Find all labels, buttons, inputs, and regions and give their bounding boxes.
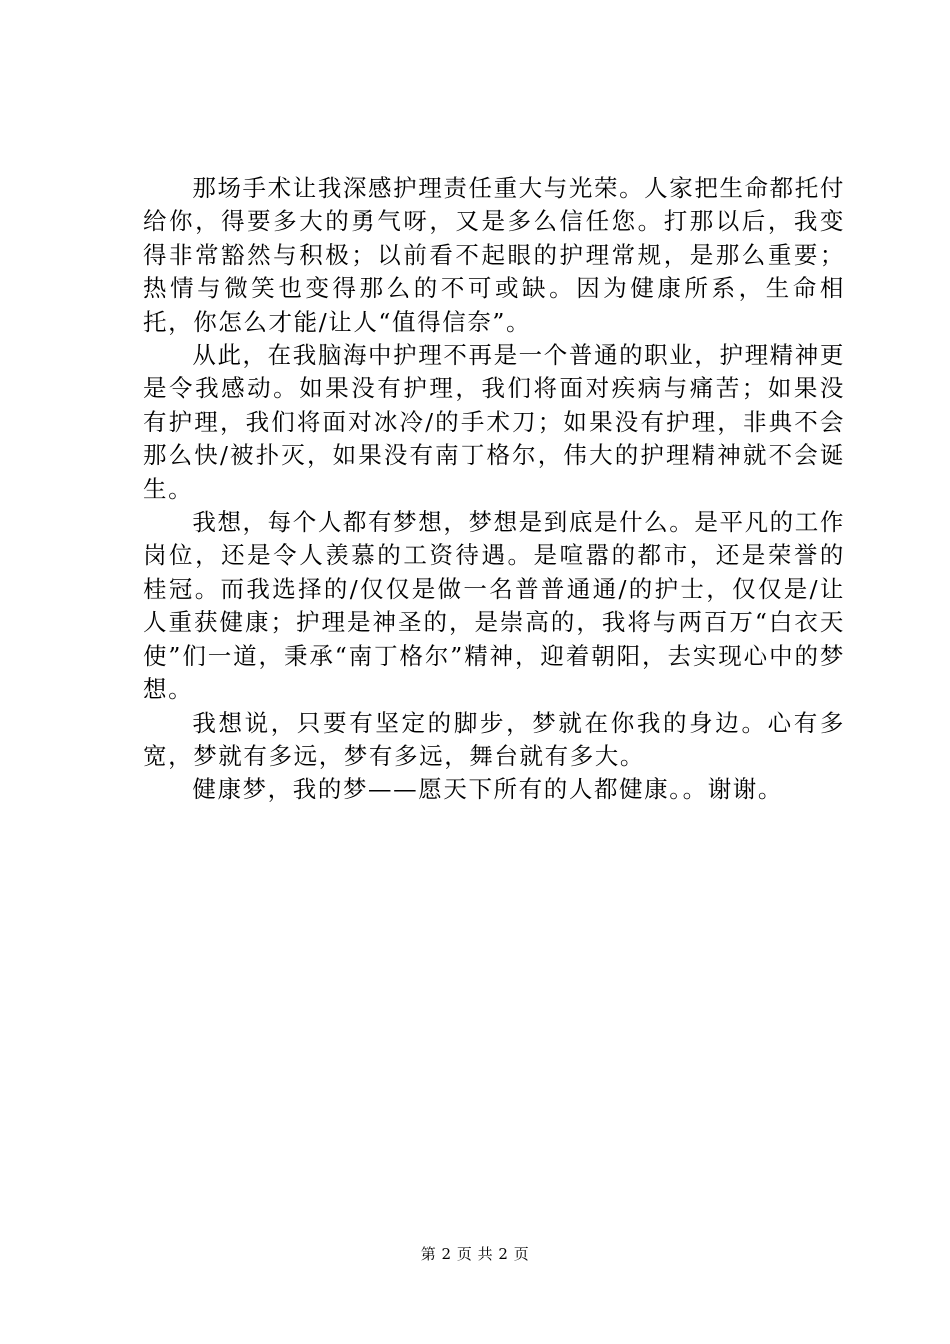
paragraph: 那场手术让我深感护理责任重大与光荣。人家把生命都托付给你，得要多大的勇气呀，又是多么信任您。打那以后，我变得非常豁然与积极；以前看不起眼的护理常规，是那么重要；热情与微笑也变得那么的不可或缺。因为健康所系，生命相托，你怎么才能/让人“值得信奈”。 [143,174,845,336]
paragraph: 健康梦，我的梦——愿天下所有的人都健康。。谢谢。 [192,775,783,804]
page-number-footer: 第 2 页 共 2 页 [420,1245,530,1263]
paragraph: 我想，每个人都有梦想，梦想是到底是什么。是平凡的工作岗位，还是令人羡慕的工资待遇。是喧嚣的都市，还是荣誉的桂冠。而我选择的/仅仅是做一名普普通通/的护士，仅仅是/让人重获健康；护理是神圣的，是崇高的，我将与两百万“白衣天使”们一道，秉承“南丁格尔”精神，迎着朝阳，去实现心中的梦想。 [143,508,845,704]
paragraph: 我想说，只要有坚定的脚步，梦就在你我的身边。心有多宽，梦就有多远，梦有多远，舞台就有多大。 [143,708,845,770]
document-body [143,172,845,807]
paragraph: 从此，在我脑海中护理不再是一个普通的职业，护理精神更是令我感动。如果没有护理，我们将面对疾病与痛苦；如果没有护理，我们将面对冰冷/的手术刀；如果没有护理，非典不会那么快/被扑灭，如果没有南丁格尔，伟大的护理精神就不会诞生。 [143,341,845,503]
